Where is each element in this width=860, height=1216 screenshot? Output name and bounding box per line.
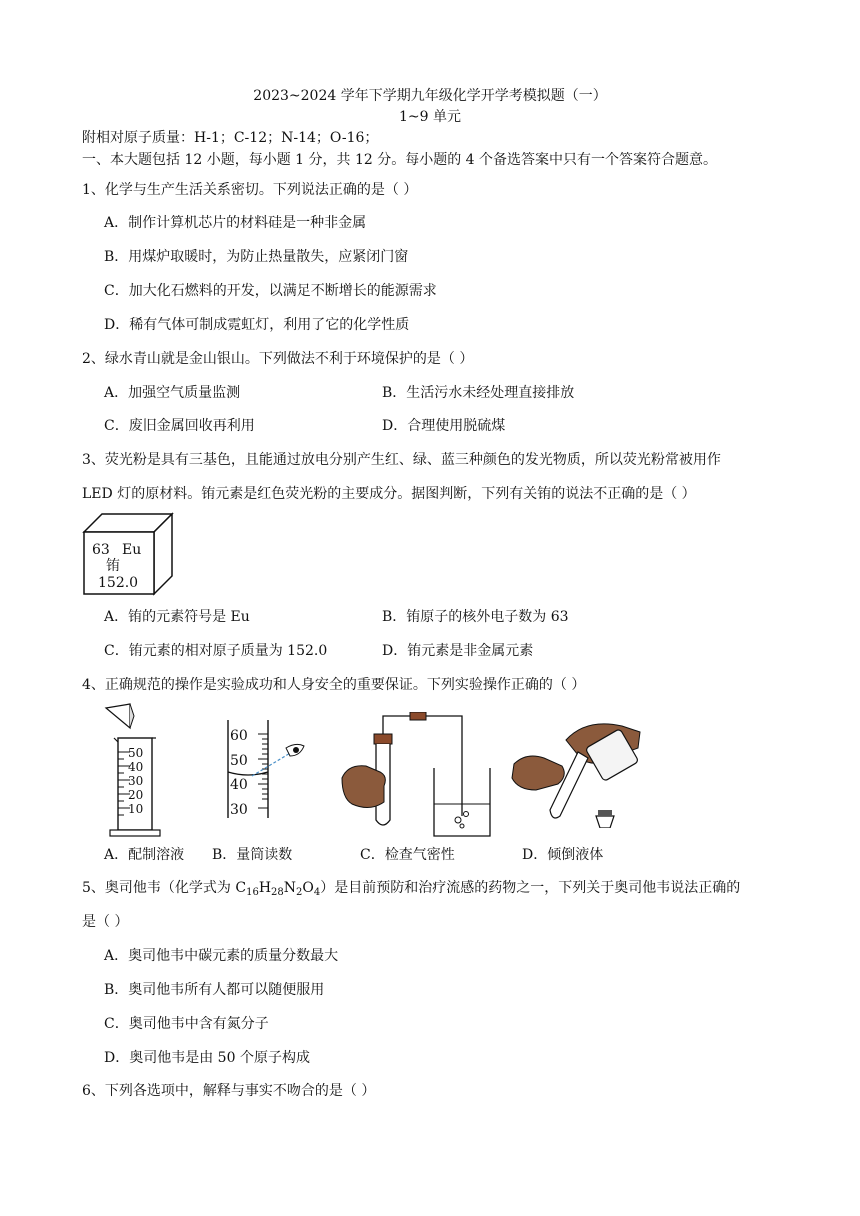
q1-option-b: B．用煤炉取暖时，为防止热量散失，应紧闭门窗 bbox=[104, 249, 409, 265]
q4-option-c: C．检查气密性 bbox=[360, 847, 455, 863]
element-name: 铕 bbox=[106, 558, 120, 574]
q4-option-a: A．配制溶液 bbox=[104, 847, 185, 863]
q4-option-d: D．倾倒液体 bbox=[522, 847, 604, 863]
figure-c-airtightness bbox=[340, 712, 500, 838]
cyl-a-tick-50: 50 bbox=[128, 746, 144, 760]
q5-option-c: C．奥司他韦中含有氮分子 bbox=[104, 1016, 269, 1032]
cyl-a-tick-20: 20 bbox=[128, 788, 144, 802]
q5-option-a: A．奥司他韦中碳元素的质量分数最大 bbox=[104, 948, 339, 964]
cyl-b-tick-30: 30 bbox=[230, 802, 248, 818]
q4-option-b: B．量筒读数 bbox=[212, 847, 293, 863]
cyl-b-tick-40: 40 bbox=[230, 777, 248, 793]
q5-stem-line1: 5、奥司他韦（化学式为 $C_{16}H_{28}N_2O_4$）是目前预防和治疗流感的药物之一，下列关于奥司他韦说法正确的 bbox=[82, 880, 741, 898]
cyl-a-tick-30: 30 bbox=[128, 774, 144, 788]
q5-stem-line2: 是（ ） bbox=[82, 914, 129, 930]
q2-option-a: A．加强空气质量监测 bbox=[104, 385, 241, 401]
q3-option-c: C．铕元素的相对原子质量为 152.0 bbox=[104, 643, 328, 659]
q3-option-b: B．铕原子的核外电子数为 63 bbox=[382, 609, 569, 625]
q4-stem: 4、正确规范的操作是实验成功和人身安全的重要保证。下列实验操作正确的（ ） bbox=[82, 677, 586, 693]
cyl-b-tick-60: 60 bbox=[230, 728, 248, 744]
element-mass: 152.0 bbox=[98, 575, 139, 591]
q5-option-b: B．奥司他韦所有人都可以随便服用 bbox=[104, 982, 325, 998]
q3-stem-line2: LED 灯的原材料。铕元素是红色荧光粉的主要成分。据图判断，下列有关铕的说法不正确的是（ ） bbox=[82, 486, 696, 502]
q2-stem: 2、绿水青山就是金山银山。下列做法不利于环境保护的是（ ） bbox=[82, 351, 474, 367]
atomic-masses: 附相对原子质量：H-1；C-12；N-14；O-16； bbox=[82, 130, 379, 146]
q2-option-b: B．生活污水未经处理直接排放 bbox=[382, 385, 575, 401]
q5-option-d: D．奥司他韦是由 50 个原子构成 bbox=[104, 1050, 310, 1066]
element-number: 63 bbox=[92, 542, 110, 558]
q1-stem: 1、化学与生产生活关系密切。下列说法正确的是（ ） bbox=[82, 182, 418, 198]
q2-option-d: D．合理使用脱硫煤 bbox=[382, 418, 506, 434]
exam-title: 2023~2024 学年下学期九年级化学开学考模拟题（一） bbox=[253, 88, 607, 104]
figure-d-pouring bbox=[506, 712, 646, 828]
element-symbol: Eu bbox=[122, 542, 142, 558]
exam-subtitle: 1~9 单元 bbox=[399, 109, 461, 125]
q3-stem-line1: 3、荧光粉是具有三基色，且能通过放电分别产生红、绿、蓝三种颜色的发光物质，所以荧光粉常被用作 bbox=[82, 452, 721, 468]
q1-option-d: D．稀有气体可制成霓虹灯，利用了它的化学性质 bbox=[104, 317, 410, 333]
cyl-a-tick-40: 40 bbox=[128, 760, 144, 774]
q1-option-c: C．加大化石燃料的开发，以满足不断增长的能源需求 bbox=[104, 283, 437, 299]
q3-option-a: A．铕的元素符号是 Eu bbox=[104, 609, 250, 625]
section-intro: 一、本大题包括 12 小题，每小题 1 分，共 12 分。每小题的 4 个备选答案中只有一个答案符合题意。 bbox=[82, 152, 718, 168]
q6-stem: 6、下列各选项中，解释与事实不吻合的是（ ） bbox=[82, 1083, 376, 1099]
q3-option-d: D．铕元素是非金属元素 bbox=[382, 643, 534, 659]
q1-option-a: A．制作计算机芯片的材料硅是一种非金属 bbox=[104, 215, 367, 231]
cyl-a-tick-10: 10 bbox=[128, 802, 144, 816]
cyl-b-tick-50: 50 bbox=[230, 753, 248, 769]
q2-option-c: C．废旧金属回收再利用 bbox=[104, 418, 255, 434]
